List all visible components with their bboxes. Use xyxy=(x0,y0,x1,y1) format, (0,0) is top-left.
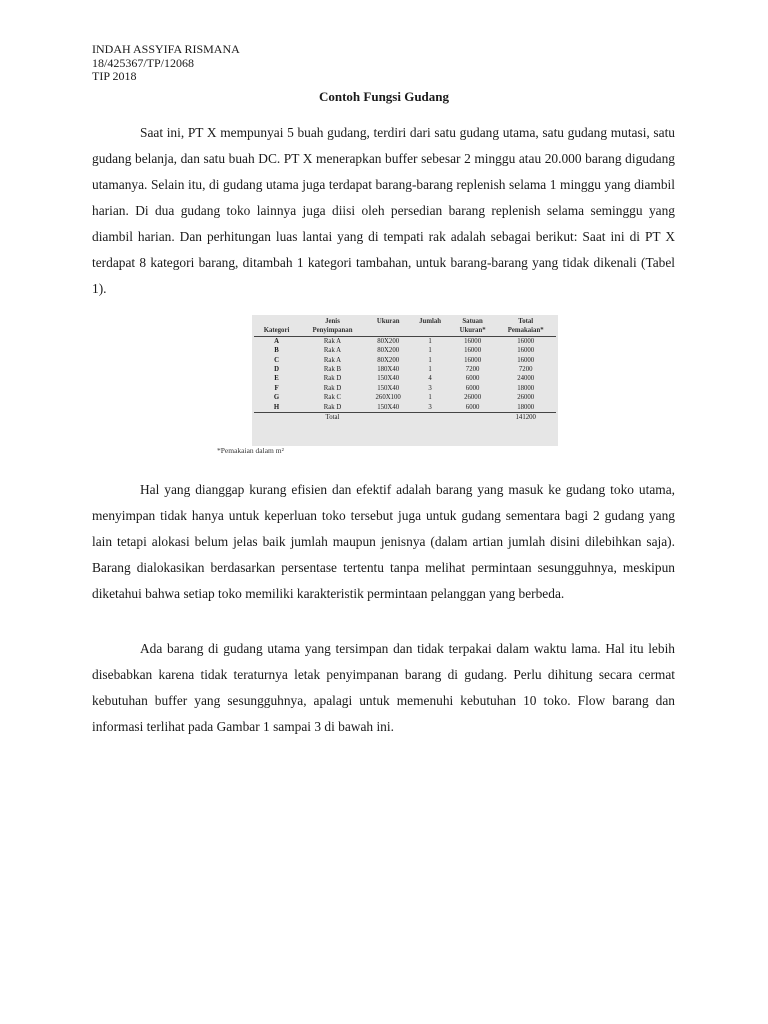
table-footnote: *Pemakaian dalam m² xyxy=(217,446,284,455)
table-cell: 16000 xyxy=(517,337,535,345)
category-cell: G xyxy=(273,394,280,402)
paragraph-1: Saat ini, PT X mempunyai 5 buah gudang, terdiri dari satu gudang utama, satu gudang mutasi, satu gudang belanja, dan satu buah DC. PT X menerapkan buffer sebesar 2 minggu atau 20.000 barang digudang utamanya. Selain itu, di gudang utama juga terdapat barang-barang replenish selama 1 minggu yang diambil harian. Di dua gudang toko lainnya juga diisi oleh persedian barang replenish selama seminggu yang diambil harian. Dan perhitungan luas lantai yang di tempati rak adalah sebagai berikut: Saat ini di PT X terdapat 8 kategori barang, ditambah 1 kategori tambahan, untuk barang-barang yang tidak dikenali (Tabel 1). xyxy=(92,125,675,296)
table-row xyxy=(254,374,556,383)
table-cell: Rak D xyxy=(323,375,342,383)
table-total-row xyxy=(254,413,556,423)
total-label: Total xyxy=(299,413,366,423)
table-cell: 6000 xyxy=(465,384,480,392)
table-cell: Rak D xyxy=(323,384,342,392)
table-header-cell xyxy=(254,317,299,326)
table-cell: Rak A xyxy=(323,337,342,345)
category-cell: E xyxy=(274,375,279,383)
table-header-cell: Ukuran xyxy=(376,318,400,325)
table-cell: 6000 xyxy=(465,403,480,411)
table-header-row-2 xyxy=(254,326,556,336)
table-header-cell: Satuan xyxy=(462,318,483,325)
table-cell: 16000 xyxy=(517,347,535,355)
table-cell: 180X40 xyxy=(377,366,400,374)
table-cell: 260X100 xyxy=(375,394,401,402)
storage-table xyxy=(254,317,556,422)
table-1-image xyxy=(252,315,558,446)
table-header-cell: Jenis xyxy=(325,318,340,325)
table-cell: 16000 xyxy=(464,356,482,364)
table-header-cell: Pemakaian* xyxy=(495,326,556,336)
table-cell: 16000 xyxy=(464,347,482,355)
author-name: INDAH ASSYIFA RISMANA xyxy=(92,42,240,56)
table-cell: Rak A xyxy=(323,356,342,364)
table-cell: 1 xyxy=(428,347,432,355)
table-cell: 18000 xyxy=(517,403,535,411)
table-header-row-1 xyxy=(254,317,556,326)
table-cell: 1 xyxy=(428,394,432,402)
table-cell: 3 xyxy=(428,403,432,411)
table-cell: 6000 xyxy=(465,375,480,383)
table-cell: 4 xyxy=(428,375,432,383)
document-title: Contoh Fungsi Gudang xyxy=(318,89,450,104)
table-cell: 3 xyxy=(428,384,432,392)
table-header-cell: Penyimpanan xyxy=(299,326,366,336)
category-cell: D xyxy=(274,366,279,374)
table-cell: 150X40 xyxy=(377,403,400,411)
table-body xyxy=(254,336,556,412)
table-cell: 26000 xyxy=(464,394,482,402)
table-cell: 80X200 xyxy=(377,337,400,345)
table-header-cell: Total xyxy=(518,318,534,325)
table-row xyxy=(254,403,556,413)
table-cell: 150X40 xyxy=(377,375,400,383)
table-cell: Rak A xyxy=(323,347,342,355)
table-cell: 80X200 xyxy=(377,347,400,355)
table-cell: 26000 xyxy=(517,394,535,402)
table-row xyxy=(254,365,556,374)
category-cell: F xyxy=(274,384,279,392)
author-header xyxy=(92,43,240,84)
table-cell: 1 xyxy=(428,356,432,364)
table-cell: 1 xyxy=(428,366,432,374)
table-header-cell: Kategori xyxy=(254,326,299,336)
table-row xyxy=(254,393,556,402)
table-cell: Rak B xyxy=(323,366,342,374)
table-header-cell: Ukuran* xyxy=(450,326,496,336)
category-cell: B xyxy=(274,347,279,355)
table-cell: 1 xyxy=(428,337,432,345)
table-cell: 80X200 xyxy=(377,356,400,364)
student-id: 18/425367/TP/12068 xyxy=(92,55,195,70)
paragraph-3: Ada barang di gudang utama yang tersimpan dan tidak terpakai dalam waktu lama. Hal itu lebih disebabkan karena tidak teraturnya letak penyimpanan barang di gudang. Perlu dihitung secara cermat kebutuhan buffer yang sesungguhnya, apalagi untuk memenuhi kebutuhan 10 toko. Flow barang dan informasi terlihat pada Gambar 1 sampai 3 di bawah ini. xyxy=(92,641,675,734)
table-cell: 150X40 xyxy=(377,384,400,392)
total-value: 141200 xyxy=(495,413,556,423)
table-cell: Rak D xyxy=(323,403,342,411)
table-row xyxy=(254,346,556,355)
program-year: TIP 2018 xyxy=(92,69,137,83)
table-cell: 7200 xyxy=(518,366,533,374)
table-header-cell: Jumlah xyxy=(419,318,442,325)
table-cell: 18000 xyxy=(517,384,535,392)
category-cell: A xyxy=(274,337,279,345)
table-header-cell xyxy=(366,326,411,336)
table-cell: 7200 xyxy=(465,366,480,374)
table-cell: 24000 xyxy=(517,375,535,383)
table-cell: 16000 xyxy=(464,337,482,345)
table-row xyxy=(254,356,556,365)
table-row xyxy=(254,384,556,393)
category-cell: C xyxy=(274,356,279,364)
table-header-cell xyxy=(410,326,449,336)
table-cell: 16000 xyxy=(517,356,535,364)
table-cell: Rak C xyxy=(323,394,342,402)
table-row xyxy=(254,336,556,346)
paragraph-2: Hal yang dianggap kurang efisien dan efektif adalah barang yang masuk ke gudang toko utama, menyimpan tidak hanya untuk keperluan toko tersebut juga untuk gudang sementara bagi 2 gudang yang lain tetapi alokasi belum jelas baik jumlah maupun jenisnya (dalam artian jumlah disini dilebihkan saja). Barang dialokasikan berdasarkan persentase tertentu tanpa melihat permintaan sesungguhnya, meskipun diketahui bahwa setiap toko memiliki karakteristik permintaan pelanggan yang berbeda. xyxy=(92,482,675,601)
category-cell: H xyxy=(273,403,280,411)
